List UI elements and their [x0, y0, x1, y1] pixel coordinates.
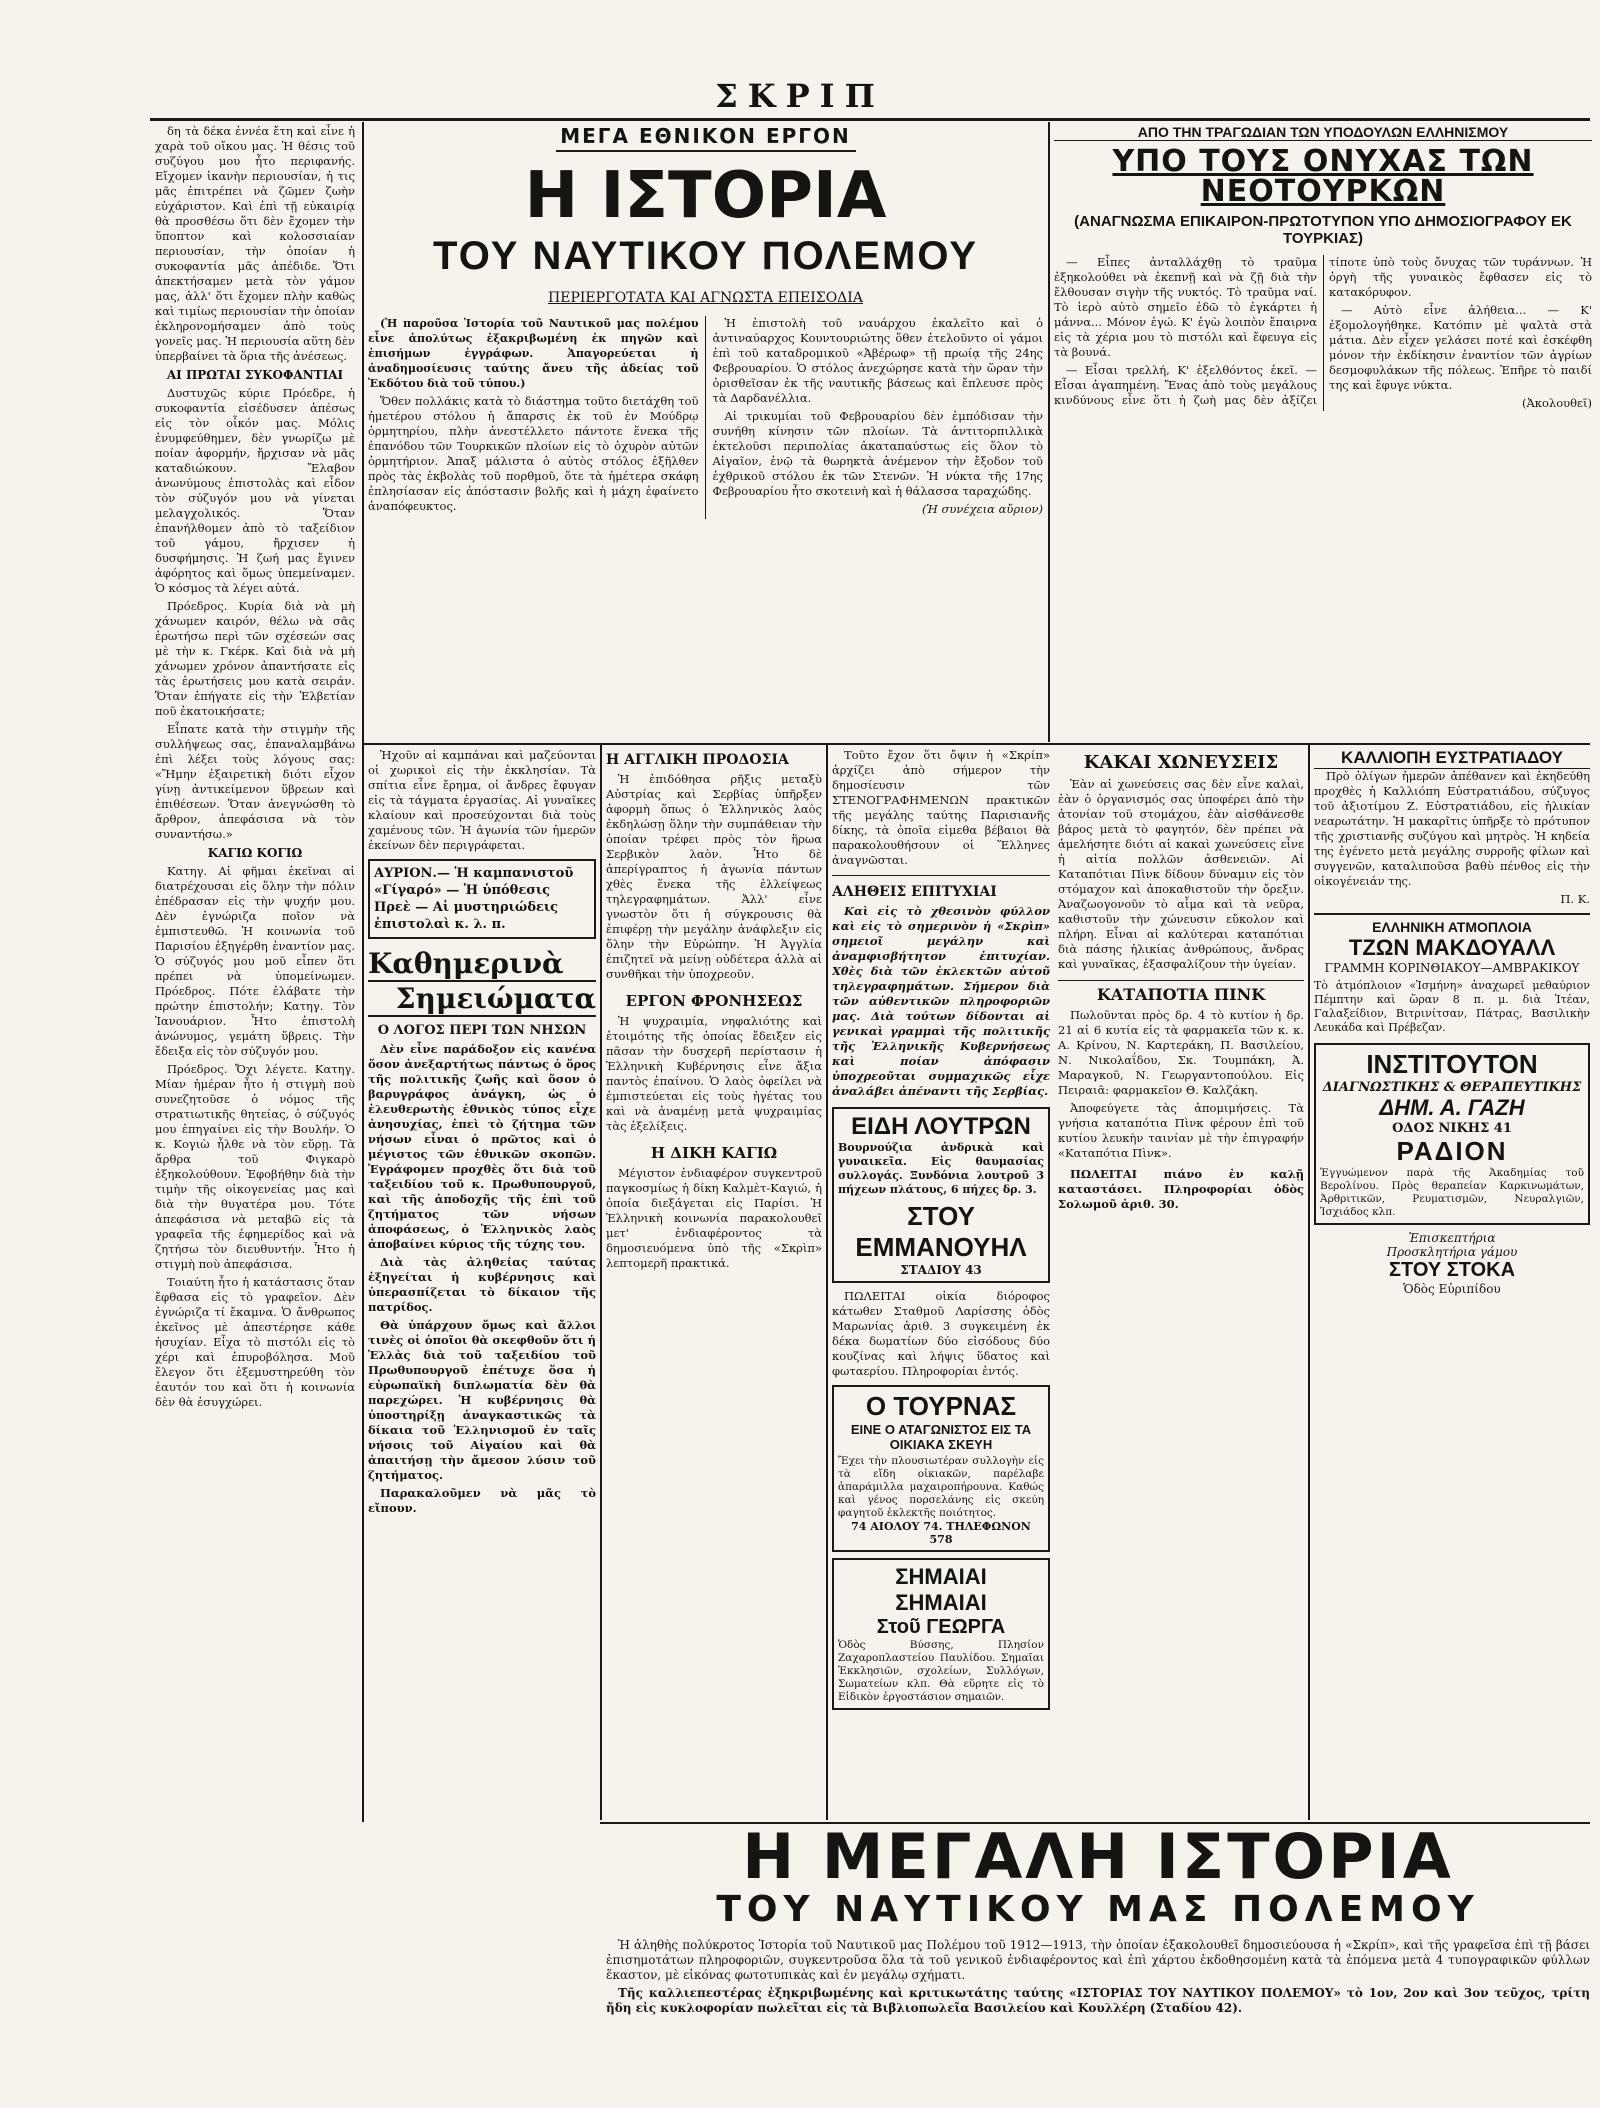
ad-kicker: Ἐπισκεπτήρια: [1408, 1231, 1496, 1245]
subheadline: (ΑΝΑΓΝΩΣΜΑ ΕΠΙΚΑΙΡΟΝ-ΠΡΩΤΟΤΥΠΟΝ ΥΠΟ ΔΗΜΟΣΙΟΓΡΑΦΟΥ ΕΚ ΤΟΥΡΚΙΑΣ): [1074, 213, 1572, 247]
subheading: ΑΙ ΠΡΩΤΑΙ ΣΥΚΟΦΑΝΤΙΑΙ: [166, 368, 344, 382]
column-title: [368, 947, 596, 1017]
subheading: ΚΑΤΑΠΟΤΙΑ ΠΙΝΚ: [1058, 980, 1304, 1004]
ad-shop: Στοῦ ΓΕΩΡΓΑ: [876, 1616, 1006, 1638]
column-rule-1: [362, 122, 364, 1822]
neoturks-article: [1054, 124, 1592, 739]
column-a: [368, 748, 596, 1818]
article-text: [155, 864, 355, 1410]
paragraph: Πρόεδρος. Κυρία διὰ νὰ μὴ χάνωμεν καιρόν, θέλω νὰ σᾶς ἐρωτήσω περὶ τῶν σχέσεών σας μὲ τὴν κ. Γκέρκ. Καὶ διὰ νὰ μὴ χάνωμεν χρόνον ἀπαντήσατε εἰς τὰς ἐρωτήσεις μου κατὰ σειράν. Ὅταν ἐπήγατε εἰς τὴν Ἐλβετίαν ποῦ ἐκατοικήσατε;: [155, 599, 355, 718]
article-text: [832, 904, 1050, 1099]
subheadline: ΠΕΡΙΕΡΓΟΤΑΤΑ ΚΑΙ ΑΓΝΩΣΤΑ ΕΠΕΙΣΟΔΙΑ: [548, 290, 863, 306]
ad-radium: ΡΑΔΙΟΝ: [1396, 1136, 1508, 1166]
headline: Η ΙΣΤΟΡΙΑ: [524, 159, 887, 233]
column-rule-2: [1048, 122, 1050, 742]
column-title-line-1: Καθημερινὰ: [368, 947, 596, 982]
paragraph: Κατηγ. Αἱ φῆμαι ἐκεῖναι αἱ διατρέχουσαι εἰς ὅλην τὴν πόλιν ἐπέδρασαν εἰς τὴν ψυχήν μου. Δὲν ἐγνώριζα ποῖον νὰ ἐμπιστευθῶ. Ἡ κοινωνία τοῦ Παρισίου ἐξηγέρθη ἐναντίον μας. Ὁ σύζυγός μου μοῦ εἶπεν ὅτι πρέπει νὰ ὑπομείνωμεν. Πρόεδρος. Πότε ἐλάβατε τὴν πρώτην ἐπιστολήν; Κατηγ. Τὸν Ἰανουάριον. Ἦτο ἐπιστολὴ ἀνώνυμος, γεμάτη ὕβρεις. Τὴν ἔδειξα εἰς τὸν σύζυγόν μου.: [155, 864, 355, 1058]
subheading: ΚΑΚΑΙ ΧΩΝΕΥΣΕΙΣ: [1083, 752, 1279, 773]
column-rule-3: [600, 745, 602, 1820]
article-text: [155, 386, 355, 842]
subheading: Η ΔΙΚΗ ΚΑΓΙΩ: [650, 1144, 778, 1162]
house-for-sale: [832, 1289, 1050, 1379]
article-text: [1054, 255, 1592, 411]
paragraph: Ἀποφεύγετε τὰς ἀπομιμήσεις. Τὰ γνήσια καταπότια Πὶνκ φέρουν ἐπὶ τοῦ κυτίου λευκὴν ταινίαν μὲ τὴν ἐπιγραφήν «Καταπότια Πὶνκ».: [1058, 1101, 1304, 1160]
piano-for-sale: [1058, 1167, 1304, 1212]
column-d: [1058, 748, 1304, 1818]
obituary-text: [1314, 769, 1590, 907]
bottom-rule: [600, 1822, 1590, 1824]
article-text: [606, 772, 822, 982]
tournas-ad: [832, 1385, 1050, 1552]
ad-address: 74 ΑΙΟΛΟΥ 74. ΤΗΛΕΦΩΝΟΝ 578: [851, 1520, 1031, 1546]
ad-address: ΟΔΟΣ ΝΙΚΗΣ 41: [1392, 1121, 1512, 1136]
ad-title: ΤΖΩΝ ΜΑΚΔΟΥΑΛΛ: [1348, 935, 1556, 960]
paragraph: — Εἶπες ἀνταλλάχθῃ τὸ τραῦμα ἐξηκολούθει νὰ ἐκεπνῇ καὶ νὰ ζῇ διὰ τὴν ἔλθουσαν σιγὴν τῆς νυκτός. Τὸ τραῦμα ναί. Τὸ ἱερὸ αὐτὸ σημεῖο ἐδῶ τὸ ἐγκάρτει ἡ μάννα... Μόνον ἐγώ. Κ' ἐγὼ λοιπὸν ἔπαιρνα εἰς τὰ χέρια μου τὸ πιστόλι καὶ ἔφευγα εἰς τὰ βουνά.: [1054, 255, 1317, 359]
paragraph: Αἱ τρικυμίαι τοῦ Φεβρουαρίου δὲν ἐμπόδισαν τὴν συνήθη κίνησιν τῶν πλοίων. Τὰ ἀντιτορπιλλικὰ ἐκτελοῦσι περιπολίας ἀκαταπαύστως εἰς ὅλον τὸ Αἰγαῖον, ἐνῷ τὰ θωρηκτὰ ἀνέμενον τὴν ἔξοδον τοῦ ἐχθρικοῦ στόλου ἐκ τῶν Στενῶν. Ἡ νύκτα τῆς 17ης Φεβρουαρίου ἦτο σκοτεινὴ καὶ ἡ θάλασσα ταραχώδης.: [712, 409, 1043, 498]
signature: Π. Κ.: [1560, 892, 1590, 906]
headline-sub: ΤΟΥ ΝΑΥΤΙΚΟΥ ΠΟΛΕΜΟΥ: [433, 234, 978, 278]
headline: ΥΠΟ ΤΟΥΣ ΟΝΥΧΑΣ ΤΩΝ ΝΕΟΤΟΥΡΚΩΝ: [1112, 144, 1534, 209]
institute-ad: [1314, 1043, 1590, 1225]
paragraph: ΠΩΛΕΙΤΑΙ οἰκία διόροφος κάτωθεν Σταθμοῦ Λαρίσσης ὁδὸς Μαρωνίας ἀριθ. 3 συγκειμένη ἐκ δέκα δωματίων δύο εἰσόδους δύο κουζίνας καὶ λήψις ὕδατος καὶ φωταερίου. Πληροφορίαι ἐντός.: [832, 1289, 1050, 1378]
bath-goods-ad: [832, 1107, 1050, 1283]
stenographed-notice: [832, 748, 1050, 876]
ad-text: Ὁδὸς Βύσσης, Πλησίον Ζαχαροπλαστείου Παυλίδου. Σημαῖαι Ἐκκλησιῶν, σχολείων, Συλλόγων, Σωματείων κλπ. Θὰ εὕρητε εἰς τὸ Εἰδικὸν ἐργοστάσιον σημαιῶν.: [838, 1639, 1044, 1703]
paragraph: Μέγιστον ἐνδιαφέρον συγκεντροῦ παγκοσμίως ἡ δίκη Καλμὲτ-Καγιώ, ἡ ὁποία διεξάγεται εἰς Παρίσι. Ἡ Ἑλληνικὴ κοινωνία παρακολουθεῖ μετ' ἐνδιαφέροντος τὰ δημοσιευόμενα ὑπὸ τῆς «Σκρὶπ» λεπτομερῆ πρακτικά.: [606, 1166, 822, 1270]
masthead: ΣΚΡΙΠ: [715, 77, 885, 115]
ad-doctor: ΔΗΜ. Α. ΓΑΖΗ: [1379, 1095, 1525, 1120]
article-text: [1058, 777, 1304, 972]
banner-subtitle: ΤΟΥ ΝΑΥΤΙΚΟΥ ΜΑΣ ΠΟΛΕΜΟΥ: [716, 1889, 1480, 1930]
shipping-ad: [1314, 913, 1590, 1035]
paragraph: Ἡ ἀληθὴς πολύκροτος Ἱστορία τοῦ Ναυτικοῦ μας Πολέμου τοῦ 1912—1913, τὴν ὁποίαν ἐξακολουθεῖ δημοσιεύουσα ἡ «Σκρίπ», καὶ τῆς γραφεῖσα ἐπὶ τῇ βάσει ἐπισημοτάτων πληροφοριῶν, συγκεντροῦσα ὅλα τὰ τοῦ γενικοῦ ἐνδιαφέροντος καὶ ἐπὶ χάρτου ἐκδοθησομένη κατὰ τὰ ἑπόμενα μετὰ 4 τυπογραφικῶν φύλλων ἕκαστον, μὲ εἰκόνας φωτοτυπικὰς καὶ ἐν μεγάλῳ σχήματι.: [606, 1938, 1590, 1982]
paragraph: ΠΩΛΕΙΤΑΙ πιάνο ἐν καλῇ καταστάσει. Πληροφορίαι ὁδὸς Σολωμοῦ ἀριθ. 30.: [1058, 1167, 1304, 1211]
article-text: [155, 124, 355, 364]
closing-line: Παρακαλοῦμεν νὰ μᾶς τὸ εἴπουν.: [368, 1486, 596, 1515]
subheading: Ο ΛΟΓΟΣ ΠΕΡΙ ΤΩΝ ΝΗΣΩΝ: [377, 1023, 587, 1038]
ad-title: ΙΝΣΤΙΤΟΥΤΟΝ: [1366, 1049, 1538, 1079]
masthead-rule: [150, 118, 1590, 121]
continuation-note: (Ἀκολουθεῖ): [1522, 396, 1592, 410]
subheading: ΑΛΗΘΕΙΣ ΕΠΙΤΥΧΙΑΙ: [832, 884, 997, 900]
article-text: [368, 1042, 596, 1516]
ad-address: ΣΤΑΔΙΟΥ 43: [900, 1263, 982, 1277]
column-rule-5: [1308, 745, 1310, 1820]
intro-paragraph: (Ἡ παροῦσα Ἱστορία τοῦ Ναυτικοῦ μας πολέμου εἶνε ἀπολύτως ἐξακριβωμένη ἐκ πηγῶν καὶ ἐπισήμων ἐγγράφων. Ἀπαγορεύεται ἡ ἀναδημοσίευσις ταύτης ἄνευ τῆς ἀδείας τοῦ Ἐκδότου διὰ τοῦ τύπου.): [368, 317, 699, 390]
paragraph: Ἡ ἐπιδόθησα ρῆξις μεταξὺ Αὐστρίας καὶ Σερβίας ὑπῆρξεν ἀφορμὴ ὅπως ὁ Ἑλληνικὸς λαὸς ἐκδηλώσῃ ὅλην τὴν συμπάθειαν τὴν ὁποίαν τρέφει πρὸς τὸν ἥρωα Σερβικὸν λαὸν. Ἦτο δὲ ἀπερίγραπτος ἡ ἀγωνία πάντων χθὲς ἕνεκα τῆς ἐλλείψεως τηλεγραφημάτων. Ἀλλ' εἶνε γνωστὸν ὅτι ἡ σύγκρουσις θὰ ἐπιφέρῃ τὴν μεγάλην ἀνάφλεξιν εἰς ὅλην τὴν Εὐρώπην. Ἡ Ἀγγλία ἐπιζητεῖ νὰ μείνῃ οὐδέτερα ἀλλὰ αἱ συνθῆκαι τὴν ὑποχρεοῦν.: [606, 772, 822, 981]
article-text: [368, 316, 1043, 519]
ad-subtitle: ΓΡΑΜΜΗ ΚΟΡΙΝΘΙΑΚΟΥ—ΑΜΒΡΑΚΙΚΟΥ: [1324, 961, 1580, 975]
paragraph: Δὲν εἶνε παράδοξον εἰς κανένα ὅσον ἀνεξαρτήτως πάντως ὁ ὅρος τῆς πολιτικῆς ζωῆς καὶ ὅσον ὁ βαρυγράφος ἀνάγκη, ὡς ὁ ἐλευθερωτὴς ἐθνικὸς τύπος εἶχε ἀνησυχίας, ἐπεὶ τὸ ζήτημα τῶν νήσων εἶναι ὁ πρῶτος καὶ ὁ μέγιστος τῶν ἐθνικῶν σκοπῶν. Ἐγράφομεν προχθὲς ὅτι διὰ τοῦ ταξειδίου τοῦ κ. Πρωθυπουργοῦ, καὶ τῆς ἀποδοχῆς τῆς ἐπὶ τοῦ ζητήματος τῶν νήσων ἀποφάσεως, ὁ Ἑλληνικὸς λαὸς ἀποβαίνει κύριος τῆς τύχης του.: [368, 1042, 596, 1251]
paragraph: Ἠχοῦν αἱ καμπάναι καὶ μαζεύονται οἱ χωρικοὶ εἰς τὴν ἐκκλησίαν. Τὰ σπίτια εἶνε ἔρημα, οἱ ἄνδρες ἔφυγαν εἰς τὰ τάγματα ἐργασίας. Αἱ γυναῖκες κλαίουν καὶ προσεύχονται διὰ τοὺς χαμένους τῶν. Ἡ ἀγωνία τῶν ἡμερῶν ἐκείνων δὲν περιγράφεται.: [368, 748, 596, 852]
column-e: [1314, 748, 1590, 1818]
ad-address: Ὁδὸς Εὐριπίδου: [1403, 1282, 1501, 1296]
article-text: [368, 748, 596, 853]
ad-text: Τὸ ἀτμόπλοιον «Ἰσμήνη» ἀναχωρεῖ μεθαύριον Πέμπτην καὶ ὥραν 8 π. μ. διὰ Ἰτέαν, Γαλαξείδιον, Βιτρινίτσαν, Πάτρας, Βασιλικὴν Λευκάδα καὶ Πρέβεζαν.: [1314, 979, 1590, 1034]
paragraph: — Εἶσαι τρελλή, Κ' ἐξελθόντος ἐκεῖ. — Εἶσαι ἀγαπημένη. Ἔνας ἀπὸ τοὺς μεγάλους κινδύνους εἶνε ὅτι ἡ ζωὴ μας δὲν ἀξίζει τίποτε ὑπὸ τοὺς ὄνυχας τῶν τυράννων. Ἡ ὀργὴ τῆς γυναικὸς ἔφθασεν εἰς τὸ κατακόρυφον.: [1054, 255, 1592, 407]
subheading: ΕΡΓΟΝ ΦΡΟΝΗΣΕΩΣ: [625, 992, 803, 1010]
paragraph: Εἶπατε κατὰ τὴν στιγμὴν τῆς συλλήψεως σας, ἐπαναλαμβάνω ἐπὶ λέξει τοὺς λόγους σας: «Ἤμην ἐξαιρετικὴ διότι εἶχον γίνῃ ἀντικείμενον ὕβρεων καὶ ἐπιθέσεων. Ὅταν ἀνεγνώσθη τὸ ἄρθρον, ἀπεφάσισα νὰ τὸν συναντήσω.»: [155, 722, 355, 841]
paragraph: Διὰ τὰς ἀληθείας ταύτας ἐξηγείται ἡ κυβέρνησις καὶ ὑπερασπίζεται τὸ δίκαιον τῆς πατρίδος.: [368, 1255, 596, 1314]
ad-text: Ἔχει τὴν πλουσιωτέραν συλλογὴν εἰς τὰ εἴδη οἰκιακῶν, παρέλαβε ἀπαράμιλλα μαχαιροπήρουνα. Καθώς καὶ γένος πορσελάνης εἰς σκεύη φαγητοῦ ἐκλεκτῆς ποιότητος.: [838, 1455, 1044, 1519]
paragraph: Τῆς καλλιεπεστέρας ἐξηκριβωμένης καὶ κριτικωτάτης ταύτης «ΙΣΤΟΡΙΑΣ ΤΟΥ ΝΑΥΤΙΚΟΥ ΠΟΛΕΜΟΥ» τὸ 1ον, 2ον καὶ 3ον τεῦχος, τρίτη ἤδη εἰς κυκλοφορίαν πωλεῖται εἰς τὰ Βιβλιοπωλεῖα Βασιλείου καὶ Κουλλέρη (Σταδίου 42).: [606, 1986, 1590, 2015]
ad-title: ΣΗΜΑΙΑΙ: [895, 1564, 987, 1589]
paragraph: — Αὐτὸ εἶνε ἀλήθεια... — Κ' ἐξομολογήθηκε. Κατόπιν μὲ ψαλτὰ στὰ μάτια. Δὲν εἶχεν γελάσει ποτέ καὶ ἐσκέφθη μόνον τὴν ἐκδίκησιν ἐναντίον τῶν ἀγρίων δεσμοφυλάκων τῆς πόλεως. Ἐπῆρε τὸ παιδί της καὶ ἔφυγε νύκτα.: [1329, 303, 1592, 392]
paragraph: Δυστυχῶς κύριε Πρόεδρε, ἡ συκοφαντία εἰσέδυσεν ἀπέσως εἰς τὸν οἶκόν μας. Μόλις ἐνυμφεύθημεν, δὲν γνωρίζω μὲ ποίαν ἀφορμήν, ἤρχισαν νὰ μᾶς καταδιώκουν. Ἔλαβον ἀνωνύμους ἐπιστολὰς καὶ εἶδον τὸν σύζυγόν μου νὰ γίνεται μελαγχολικός. Ὅταν ἐπανήλθομεν ἀπὸ τὸ ταξείδιον τοῦ γάμου, ἤρχισεν ἡ δυσφήμησις. Ἡ ζωή μας ἔγινεν ἀφόρητος καὶ ὅμως ὑπεμείναμεν. Ὁ κόσμος τὰ λέγει αὐτά.: [155, 386, 355, 595]
subheading: Η ΑΓΓΛΙΚΗ ΠΡΟΔΟΣΙΑ: [606, 752, 789, 768]
tomorrow-text: ΑΥΡΙΟΝ.— Ἡ καμπανιστοῦ «Γίγαρό» — Ἡ ὑπόθεσις Πρεὲ — Αἱ μυστηριώδεις ἐπιστολαὶ κ. λ. π.: [374, 866, 574, 932]
ad-subtitle: ΔΙΑΓΝΩΣΤΙΚΗΣ & ΘΕΡΑΠΕΥΤΙΚΗΣ: [1322, 1080, 1582, 1095]
ad-title-2: ΣΗΜΑΙΑΙ: [895, 1590, 987, 1615]
paragraph: Πωλοῦνται πρὸς δρ. 4 τὸ κυτίον ἡ δρ. 21 αἱ 6 κυτία εἰς τὰ φαρμακεῖα τῶν κ. κ. Α. Κρίνου, Ν. Καρτεράκη, Π. Βασιλείου, Ν. Νικολαΐδου, Σκ. Τουμπάκη, Ἀ. Μαραγκοῦ, Ν. Γεωργαντοπούλου. Εἰς Πειραιᾶ: φαρμακεῖον Θ. Καλζάκη.: [1058, 1008, 1304, 1097]
paragraph: δη τὰ δέκα ἐννέα ἔτη καὶ εἶνε ἡ χαρὰ τοῦ οἴκου μας. Ἡ θέσις τοῦ συζύγου μου ἦτο περιφανής. Εἴχομεν ἱκανὴν περιουσίαν, ἡ τις μᾶς ἐπιτρέπει νὰ ζῶμεν ζωὴν εὐχάριστον. Καὶ ἐπὶ τῇ εὐκαιρίᾳ θὰ προσθέσω ὅτι δὲν ἔχομεν τὴν ὕποπτον καὶ κολοσσιαίαν περιουσίαν, τὴν ὁποίαν ἡ συκοφαντία μᾶς ἀπέδιδε. Ὅτι ἀπεκτήσαμεν μετὰ τὸν γάμον μας, ἀλλ' ὅτι ἔχομεν πλὴν καθὼς καὶ τιμίως περιουσίαν τὴν ὁποίαν ἐκληρονομήσαμεν ἀπὸ τοὺς γονεῖς μας. Ἡ περιουσία αὕτη δὲν ὑπερβαίνει τὰ ὅρια τῆς ἀνέσεως.: [155, 124, 355, 363]
column-title-line-2: Σημειώματα: [368, 982, 596, 1017]
continuation-note: (Ἡ συνέχεια αὔριον): [921, 502, 1043, 516]
obituary-title: ΚΑΛΛΙΟΠΗ ΕΥΣΤΡΑΤΙΑΔΟΥ: [1314, 748, 1590, 769]
column-rule-4: [826, 745, 828, 1820]
bottom-banner: [606, 1826, 1590, 2056]
naval-history-article: [368, 124, 1043, 739]
tomorrow-box: [368, 859, 596, 939]
ad-text: Βουρνούζια ἀνδρικὰ καὶ γυναικεῖα. Εἰς θαυμασίας συλλογάς. Ξυνδόνια λουτροῦ 3 πήχεων πλάτους, 6 πήχες δρ. 3.: [838, 1141, 1044, 1196]
ad-title: Ο ΤΟΥΡΝΑΣ: [865, 1391, 1017, 1421]
article-columns: [368, 316, 1043, 519]
kicker: ΜΕΓΑ ΕΘΝΙΚΟΝ ΕΡΓΟΝ: [556, 124, 856, 152]
paragraph: Ἡ ἐπιστολὴ τοῦ ναυάρχου ἐκαλεῖτο καὶ ὁ ἀντιναύαρχος Κουντουριώτης ὅθεν ἐτελοῦντο οἱ γάμοι ἐπὶ τοῦ καταδρομικοῦ «Ἀβέρωφ» τῇ πρωίᾳ τῆς 24ης Φεβρουαρίου. Ὁ στόλος ἀνεχώρησε κατὰ τὴν ὥραν τὴν ὁρισθεῖσαν ἐκ τῆς ναυτικῆς βάσεως καὶ ἔπλευσε πρὸς τὰ Δαρδανέλλια.: [712, 316, 1043, 405]
ad-kicker: ΕΛΛΗΝΙΚΗ ΑΤΜΟΠΛΟΙΑ: [1372, 919, 1532, 935]
cards-ad: [1314, 1231, 1590, 1296]
ad-subtitle: Προσκλητήρια γάμου: [1386, 1245, 1518, 1259]
flags-ad: [832, 1558, 1050, 1710]
banner-title: Η ΜΕΓΑΛΗ ΙΣΤΟΡΙΑ: [742, 1826, 1454, 1893]
ad-title: ΕΙΔΗ ΛΟΥΤΡΩΝ: [851, 1113, 1031, 1140]
paragraph: Ἐὰν αἱ χωνεύσεις σας δὲν εἶνε καλαὶ, ἐὰν ὁ ὀργανισμός σας ὑποφέρει ἀπὸ τὴν ἀτονίαν τοῦ στομάχου, ἐὰν αἰσθάνεσθε βάρος μετὰ τὸ φαγητόν, δὲν πρέπει νὰ ἀμελήσητε διότι αἱ κακαὶ χωνεύσεις εἶνε ἡ αἰτία πολλῶν ἀσθενειῶν. Αἱ Καταπότιαι Πὶνκ δίδουν δύναμιν εἰς τὸν στόμαχον καὶ ἀποκαθιστοῦν τὴν ὄρεξιν. Ἀναζωογονοῦν τὸ αἷμα καὶ τὰ νεῦρα, καθιστοῦν τὴν χώνευσιν εὔκολον καὶ πλήρη. Εἶναι αἱ καλύτεραι καταπότιαι διὰ πάσης ἡλικίας ἀνθρώπους, ἄνδρας καὶ γυναῖκας, ἐξασφαλίζουν τὴν ὑγείαν.: [1058, 777, 1304, 971]
paragraph: Καὶ εἰς τὸ χθεσινὸν φύλλον καὶ εἰς τὸ σημερινὸν ἡ «Σκρὶπ» σημειοῖ μεγάλην καὶ ἀναμφισβήτητον ἐπιτυχίαν. Χθὲς διὰ τῶν ἐκλεκτῶν αὐτοῦ τηλεγραφημάτων. Σήμερον διὰ τῶν αὐθεντικῶν πληροφοριῶν μας. Διὰ τούτων δίδονται αἱ γενικαὶ γραμμαὶ τῆς πολιτικῆς τῆς Ἑλληνικῆς Κυβερνήσεως καὶ ποίαν ἀπόφασιν ὑποχρεοῦται συμμαχικῶς εἶχε ἀναλάβει ἀπέναντι τῆς Σερβίας.: [832, 904, 1050, 1098]
article-text: [606, 1166, 822, 1271]
paragraph: Πρόεδρος. Ὄχι λέγετε. Κατηγ. Μίαν ἡμέραν ἦτο ἡ στιγμὴ ποὺ συνεζητοῦσε ὁ νόμος τῆς στρατιωτικῆς θητείας, ὁ σύζυγός μου ἐπηγαίνει εἰς τὴν Βουλήν. Ὁ κ. Κογιὼ ἦλθε νὰ τὸν εὕρῃ. Τὰ ἄρθρα τοῦ Φιγκαρὸ ἐξηκολούθουν. Ἐφοβήθην διὰ τὴν τιμὴν τῆς οἰκογενείας μας καὶ διὰ τὴν θυγατέρα μου. Τότε ἀπεφάσισα νὰ μεταβῶ εἰς τὰ γραφεῖα τῆς ἐφημερίδος καὶ νὰ ζητήσω τὸν διευθυντήν. Ἦτο ἡ στιγμὴ ποὺ ἀπεφάσισα.: [155, 1062, 355, 1271]
article-text: [606, 1014, 822, 1134]
paragraph: Τοιαύτη ἦτο ἡ κατάστασις ὅταν ἔφθασα εἰς τὸ γραφεῖον. Δὲν ἐγνώριζα τί ἔκαμνα. Ὁ ἄνθρωπος ἐκεῖνος μὲ ἀπεστέρησε κάθε ἡσυχίαν. Εἶχα τὸ πιστόλι εἰς τὸ χέρι καὶ ἐπυροβόλησα. Μοῦ ἔλεγον ὅτι ἐξεμυστηρεύθη τὸν ἑαυτόν του καὶ ὅτι ἡ κοινωνία δὲν θὰ ἐσυγχώρει.: [155, 1275, 355, 1409]
paragraph: Τοῦτο ἔχον ὅτι ὄψιν ἡ «Σκρίπ» ἀρχίζει ἀπὸ σήμερον τὴν δημοσίευσιν τῶν ΣΤΕΝΟΓΡΑΦΗΜΕΝΩΝ πρακτικῶν τῆς μεγάλης ταύτης Παρισιανῆς δίκης, τὰ ὁποῖα εἰμεθα βέβαιοι θὰ παρακολουθήσουν οἱ Ἕλληνες ἀναγνῶσται.: [832, 748, 1050, 867]
ad-text: Ἐγγυώμενον παρὰ τῆς Ἀκαδημίας τοῦ Βερολίνου. Πρὸς θεραπείαν Καρκινωμάτων, Ἀρθριτικῶν, Ρευματισμῶν, Νευραλγιῶν, Ἰσχιάδος κλπ.: [1320, 1167, 1584, 1218]
paragraph: Ἡ ψυχραιμία, νηφαλιότης καὶ ἑτοιμότης τῆς ὁποίας ἔδειξεν εἰς πᾶσαν τὴν δυσχερῆ περίστασιν ἡ Ἑλληνικὴ Κυβέρνησις εἶνε ἄξια παντὸς ἐπαίνου. Ὁ λαὸς ὀφείλει νὰ ἐμπιστεύεται εἰς τοὺς ἡγέτας του καὶ νὰ ἀναμένῃ μετὰ ψυχραιμίας τὰς ἐξελίξεις.: [606, 1014, 822, 1133]
column-1: [155, 124, 355, 1844]
ad-shop: ΣΤΟΥ ΕΜΜΑΝΟΥΗΛ: [855, 1201, 1027, 1262]
column-b: [606, 748, 822, 1818]
section-rule: [364, 743, 1590, 745]
ad-shop: ΣΤΟΥ ΣΤΟΚΑ: [1388, 1259, 1516, 1281]
ad-subtitle: ΕΙΝΕ Ο ΑΤΑΓΩΝΙΣΤΟΣ ΕΙΣ ΤΑ ΟΙΚΙΑΚΑ ΣΚΕΥΗ: [850, 1422, 1032, 1452]
article-text: [1058, 1008, 1304, 1161]
kicker: ΑΠΟ ΤΗΝ ΤΡΑΓΩΔΙΑΝ ΤΩΝ ΥΠΟΔΟΥΛΩΝ ΕΛΛΗΝΙΣΜΟΥ: [1054, 124, 1592, 141]
paragraph: Θὰ ὑπάρχουν ὅμως καὶ ἄλλοι τινὲς οἱ ὁποῖοι θὰ σκεφθοῦν ὅτι ἡ Ἑλλὰς διὰ τοῦ ταξειδίου τοῦ Πρωθυπουργοῦ ἐπέτυχε ὅσα ἡ εὐρωπαϊκὴ διπλωματία δὲν θὰ παρεχώρει. Ἡ κυβέρνησις θὰ ὑποστηρίξῃ ἀναγκαστικῶς τὰ δίκαια τοῦ Ἑλληνισμοῦ ἐν ταῖς νήσοις τοῦ Αἰγαίου καὶ θὰ ἀπαιτήσῃ τὴν ἄμεσον λύσιν τοῦ ζητήματος.: [368, 1318, 596, 1482]
paragraph: Ὅθεν πολλάκις κατὰ τὸ διάστημα τοῦτο διετάχθη τοῦ ἡμετέρου στόλου ἡ ἄπαρσις ἐκ τοῦ ἐν Μούδρῳ ὁρμητηρίου, πλὴν ἀνεστέλλετο πάντοτε ἕνεκα τῆς ἐπανόδου τῶν Τουρκικῶν πλοίων εἰς τὸ ὀχυρὸν αὐτῶν ὁρμητήριον. Ἀπαξ μάλιστα ὁ αὐτὸς στόλος ἐξῆλθεν πρὸς τὰς ἐκβολὰς τοῦ πορθμοῦ, ὅτε τὰ ἡμέτερα σκάφη ἐπλησίασαν εἰς ἀπόστασιν βολῆς καὶ ἡ μάχη ἐφαίνετο ἀναπόφευκτος.: [368, 394, 699, 513]
banner-text: [606, 1938, 1590, 2016]
column-c: [832, 748, 1050, 1818]
article-columns: [1054, 255, 1592, 411]
subheading: ΚΑΓΙΩ ΚΟΓΙΩ: [207, 846, 303, 860]
paragraph: Πρὸ ὀλίγων ἡμερῶν ἀπέθανεν καὶ ἐκηδεύθη προχθὲς ἡ Καλλιόπη Εὐστρατιάδου, σύζυγος τοῦ ἀξιοτίμου Ζ. Εὐστρατιάδου, εἰς ἡλικίαν νεαρωτάτην. Ἡ μακαρῖτις ὑπῆρξε τὸ πρότυπον τῆς χριστιανῆς συζύγου καὶ μητρὸς. Ἡ κηδεία της ἐγένετο μετὰ μεγάλης συρροῆς φίλων καὶ συγγενῶν, καταλιποῦσα βαθὺ πένθος εἰς τὴν οἰκογένειάν της.: [1314, 769, 1590, 888]
